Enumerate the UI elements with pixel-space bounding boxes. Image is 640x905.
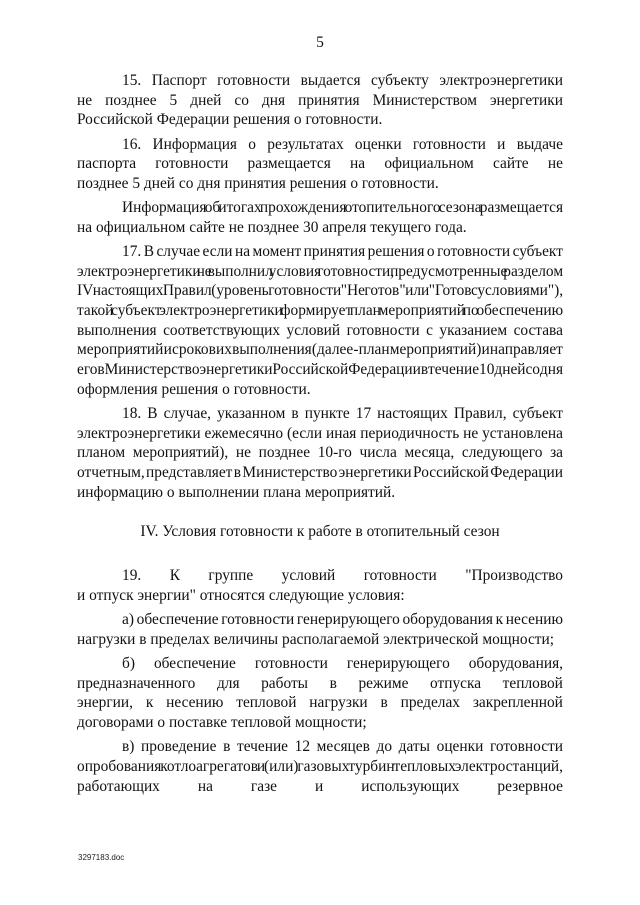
text-line: информацию о выполнении плана мероприятий. xyxy=(77,483,396,501)
footer-filename: 3297183.doc xyxy=(78,853,125,862)
text-line: на официальном сайте не позднее 30 апреля текущего года. xyxy=(77,218,467,236)
text-line: IVнастоящихПравил(уровеньготовности"Неготов"или"Готовсусловиями"), xyxy=(77,282,564,300)
paragraph xyxy=(77,737,563,796)
text-line: нагрузки в пределах величины располагаемой электрической мощности; xyxy=(77,630,555,648)
text-line: еговМинистерствоэнергетикиРоссийскойФедерациивтечение10днейсодня xyxy=(77,361,564,379)
text-line: 16. Информация о результатах оценки готовности и выдаче xyxy=(122,135,563,153)
text-line: и отпуск энергии" относятся следующие условия: xyxy=(77,586,405,604)
text-line: 18. В случае, указанном в пункте 17 настоящих Правил, субъект xyxy=(122,405,563,422)
text-line: оформления решения о готовности. xyxy=(77,380,311,398)
text-line: работающих на газе и использующих резервное xyxy=(77,777,563,795)
text-line: предназначенного для работы в режиме отпуска тепловой xyxy=(77,674,563,692)
paragraphs-before-heading xyxy=(77,71,563,502)
text-line: Российской Федерации решения о готовности. xyxy=(77,111,383,129)
text-line: планом мероприятий), не позднее 10-го числа месяца, следующего за xyxy=(77,444,563,462)
text-line: выполнения соответствующих условий готовности с указанием состава xyxy=(77,321,563,339)
text-line: электроэнергетикиневыполнилусловияготовности,предусмотренныеразделом xyxy=(77,262,564,280)
text-line: б) обеспечение готовности генерирующего оборудования, xyxy=(122,654,563,672)
text-line: энергии, к несению тепловой нагрузки в пределах закрепленной xyxy=(77,694,563,712)
paragraphs-after-heading xyxy=(77,566,563,796)
document-body xyxy=(77,71,563,801)
text-line: 15. Паспорт готовности выдается субъекту электроэнергетики xyxy=(122,72,563,89)
paragraph xyxy=(77,135,563,194)
text-line: договорами о поставке тепловой мощности; xyxy=(77,713,367,731)
text-line: электроэнергетики ежемесячно (если иная периодичность не установлена xyxy=(77,424,563,442)
text-line: а) обеспечение готовности генерирующего оборудования к несению xyxy=(122,611,563,629)
paragraph xyxy=(77,654,563,733)
text-line: в) проведение в течение 12 месяцев до даты оценки готовности xyxy=(122,738,563,756)
text-line: отчетным,представляетвМинистерствоэнергетикиРоссийскойФедерации xyxy=(77,464,563,482)
text-line: Информацияобитогахпрохожденияотопительногосезонаразмещается xyxy=(122,199,564,217)
paragraph xyxy=(77,242,563,400)
text-line: паспорта готовности размещается на официальном сайте не xyxy=(77,155,563,173)
paragraph xyxy=(77,71,563,130)
text-line: 17. В случае если на момент принятия решения о готовности субъект xyxy=(122,243,563,260)
paragraph xyxy=(77,404,563,502)
page-number: 5 xyxy=(316,34,324,51)
paragraph xyxy=(77,566,563,605)
text-line: мероприятийисроковихвыполнения(далее-планмероприятий)инаправляет xyxy=(77,341,563,359)
section-heading: IV. Условия готовности к работе в отопительный сезон xyxy=(140,523,500,541)
text-line: не позднее 5 дней со дня принятия Министерством энергетики xyxy=(77,91,563,109)
text-line: такойсубъектэлектроэнергетикиформируетпланмероприятийпообеспечению xyxy=(77,302,564,320)
paragraph xyxy=(77,198,563,237)
text-line: опробованиякотлоагрегатови(или)газовыхтурбинтепловыхэлектростанций, xyxy=(77,757,564,775)
text-line: позднее 5 дней со дня принятия решения о готовности. xyxy=(77,174,439,192)
text-line: 19. К группе условий готовности "Производство xyxy=(122,567,563,585)
paragraph xyxy=(77,610,563,649)
